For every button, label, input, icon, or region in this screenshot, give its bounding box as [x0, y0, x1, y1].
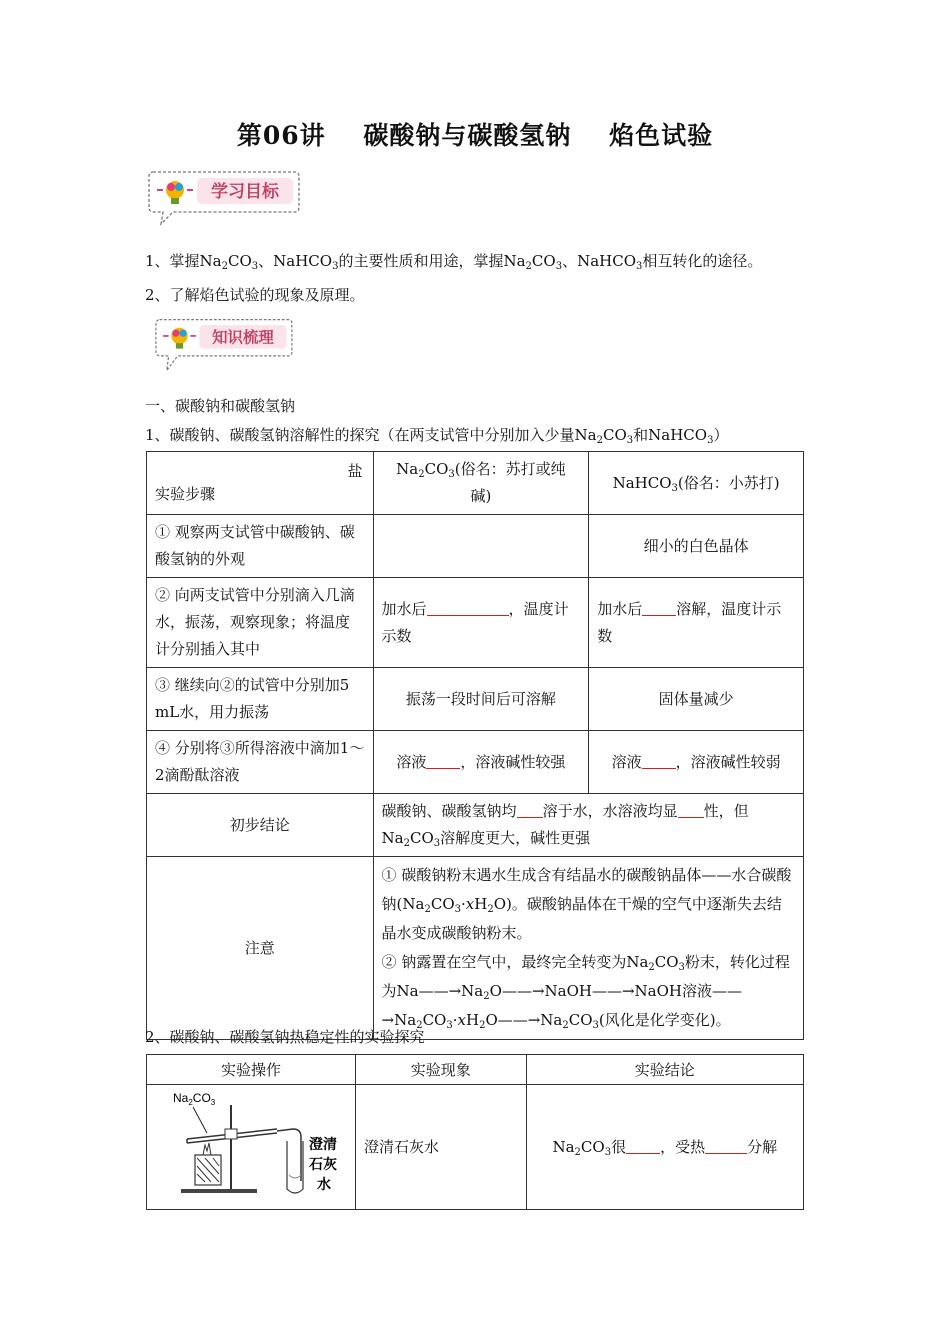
na2co3-label: $Na_2CO_3$ [173, 1091, 216, 1107]
answer-blank[interactable] [678, 802, 704, 818]
nahco3-cell: 固体量减少 [589, 668, 804, 731]
answer-blank[interactable] [517, 802, 543, 818]
answer-blank[interactable] [426, 753, 460, 769]
apparatus-cell [147, 1085, 356, 1210]
table-header-row [147, 1055, 804, 1085]
section-1-subheading: 1、碳酸钠、碳酸氢钠溶解性的探究（在两支试管中分别加入少量$Na_2CO_3$和NaHCO$_3$） [145, 426, 729, 446]
header-nahco3: NaHCO$_3$(俗名：小苏打) [589, 452, 804, 515]
na2co3-cell: 振荡一段时间后可溶解 [373, 668, 589, 731]
objective-2: 2、了解焰色试验的现象及原理。 [145, 286, 365, 304]
table-row [147, 515, 804, 578]
badge-knowledge-text: 知识梳理 [212, 328, 274, 347]
header-operation: 实验操作 [147, 1055, 356, 1085]
lecture-number: 第06讲 [236, 121, 326, 150]
corner-header-cell: 盐 实验步骤 [147, 452, 374, 515]
nahco3-cell: 细小的白色晶体 [589, 515, 804, 578]
learning-objectives-badge [145, 168, 301, 226]
note-cell: ① 碳酸钠粉末遇水生成含有结晶水的碳酸钠晶体——水合碳酸钠$(Na_2CO_3\cdot xH_2O)$。碳酸钠晶体在干燥的空气中逐渐失去结晶水变成碳酸钠粉末。 ② 钠露置在空气中，最终完全转变为$Na_2CO_3$粉末，转化过程为$Na——\to Na_2O——\to NaOH——\to NaOH$溶液$——\to Na_2CO_3\cdot xH_2O——\to Na_2CO_3$(风化是化学变化)。 [373, 857, 803, 1040]
conclusion-cell: 碳酸钠、碳酸氢钠均 溶于水，水溶液均显 性，但 $Na_2CO_3$溶解度更大，碱性更强 [373, 794, 803, 857]
lecture-topic: 碳酸钠与碳酸氢钠 [363, 121, 572, 150]
na2co3-cell: 溶液 ，溶液碱性较强 [373, 731, 589, 794]
phenomenon-cell: 澄清石灰水 [355, 1085, 526, 1210]
step-cell: ② 向两支试管中分别滴入几滴水，振荡，观察现象；将温度计分别插入其中 [147, 578, 374, 668]
header-conclusion: 实验结论 [526, 1055, 803, 1085]
na2co3-cell [373, 515, 589, 578]
page-title [0, 116, 950, 152]
lecture-subtopic: 焰色试验 [609, 121, 714, 150]
thermal-stability-table [146, 1054, 804, 1210]
step-cell: ① 观察两支试管中碳酸钠、碳酸氢钠的外观 [147, 515, 374, 578]
conclusion-label: 初步结论 [147, 794, 374, 857]
step-cell: ④ 分别将③所得溶液中滴加1～2滴酚酞溶液 [147, 731, 374, 794]
answer-blank[interactable] [626, 1138, 660, 1154]
section-2-heading: 2、碳酸钠、碳酸氢钠热稳定性的实验探究 [145, 1028, 425, 1046]
answer-blank[interactable] [705, 1138, 747, 1154]
knowledge-review-badge [145, 316, 301, 374]
solubility-table [146, 451, 804, 1040]
table-row [147, 668, 804, 731]
heating-apparatus-figure [147, 1085, 354, 1200]
nahco3-cell: 溶液 ，溶液碱性较弱 [589, 731, 804, 794]
header-na2co3: $Na_2CO_3$(俗名：苏打或纯 碱) [373, 452, 589, 515]
badge-objectives-text: 学习目标 [211, 182, 279, 202]
table-row [147, 731, 804, 794]
table-row [147, 857, 804, 1040]
table-row [147, 1085, 804, 1210]
table-header-row [147, 452, 804, 515]
step-cell: ③ 继续向②的试管中分别加5 mL水，用力振荡 [147, 668, 374, 731]
nahco3-cell: 加水后 溶解，温度计示数 [589, 578, 804, 668]
na2co3-cell: 加水后 ，温度计示数 [373, 578, 589, 668]
header-phenomenon: 实验现象 [355, 1055, 526, 1085]
section-1-heading: 一、碳酸钠和碳酸氢钠 [145, 397, 296, 415]
limewater-label-3: 水 [317, 1177, 331, 1193]
answer-blank[interactable] [642, 753, 676, 769]
note-label: 注意 [147, 857, 374, 1040]
objective-1: 1、掌握$Na_2CO_3$、NaHCO$_3$的主要性质和用途，掌握$Na_2CO_3$、NaHCO$_3$相互转化的途径。 [145, 252, 763, 272]
limewater-label-1: 澄清 [309, 1137, 337, 1153]
conclusion-cell: $Na_2CO_3$很 ，受热 分解 [526, 1085, 803, 1210]
answer-blank[interactable] [642, 600, 676, 616]
table-row [147, 578, 804, 668]
table-row [147, 794, 804, 857]
limewater-label-2: 石灰 [309, 1157, 337, 1173]
answer-blank[interactable] [427, 600, 509, 616]
